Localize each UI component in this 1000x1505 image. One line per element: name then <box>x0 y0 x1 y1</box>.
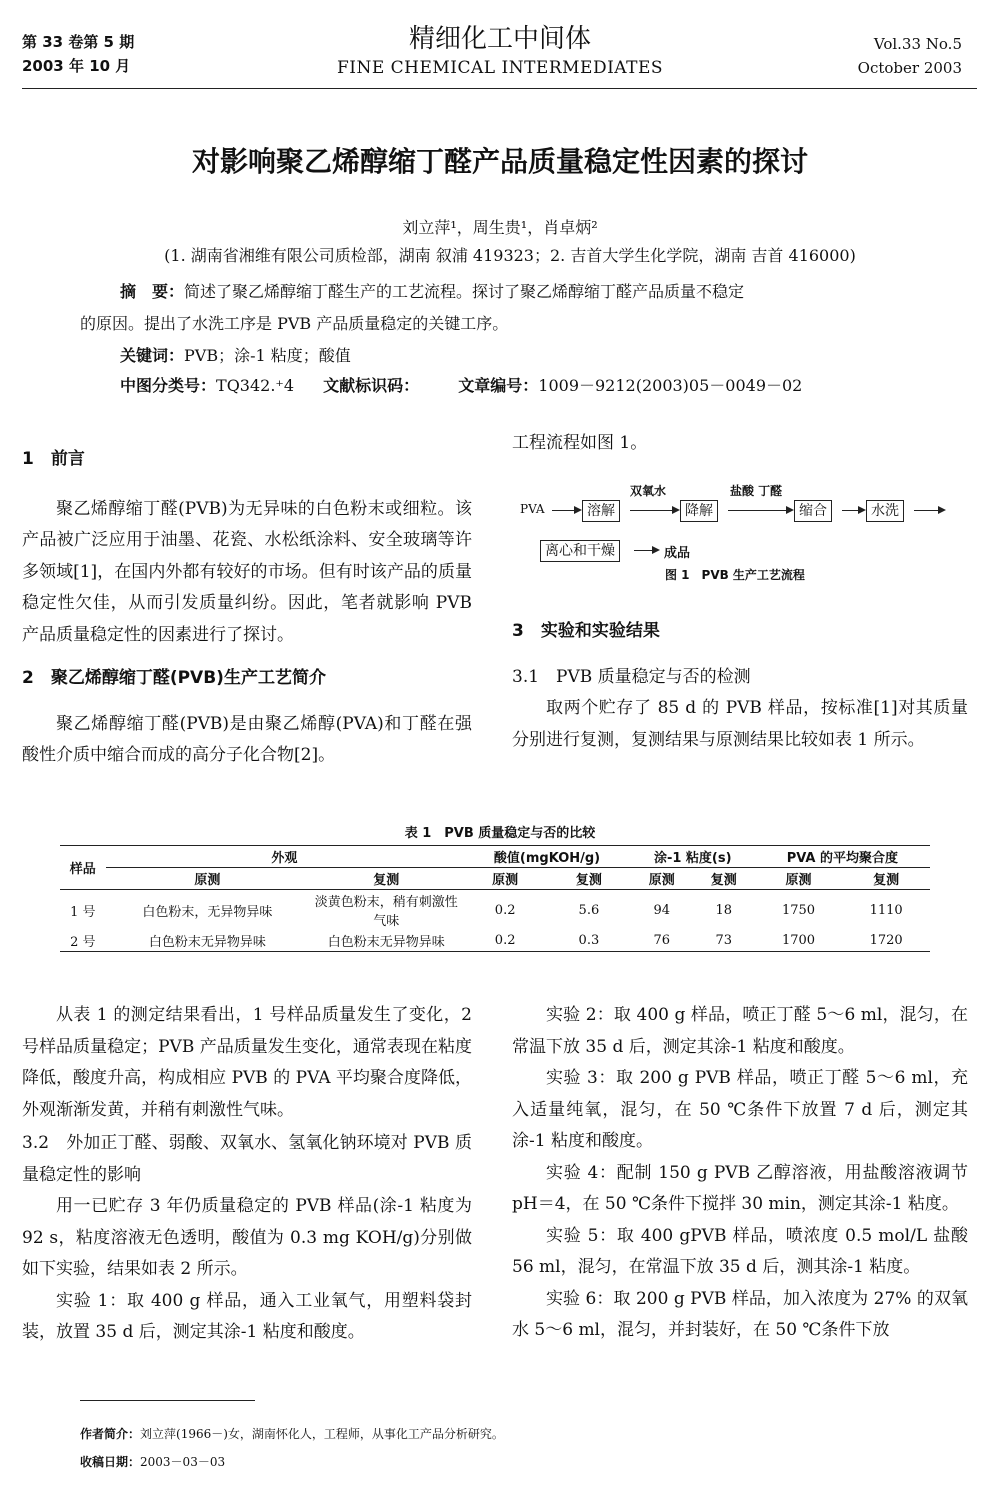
clc-label: 中图分类号： <box>120 376 217 395</box>
cell-pva-re: 1720 <box>869 933 903 948</box>
flow-intro: 工程流程如图 1。 <box>512 433 648 453</box>
right-column-section3 <box>512 616 968 756</box>
flow-box-dissolve: 溶解 <box>582 500 620 522</box>
article-number: 1009－9212(2003)05－0049－02 <box>538 376 803 395</box>
cell-sample: 1 号 <box>70 904 96 920</box>
clc-value: TQ342.⁺4 <box>216 376 295 395</box>
flow-box-centrifuge-dry: 离心和干燥 <box>540 540 620 562</box>
flow-box-wash: 水洗 <box>866 500 904 522</box>
date-cn: 2003 年 10 月 <box>22 57 131 75</box>
flow-arrow-5 <box>914 510 944 511</box>
cell-pva-orig: 1750 <box>781 902 816 918</box>
experiment-6: 实验 6：取 200 g PVB 样品，加入浓度为 27% 的双氧水 5～6 ml，混匀，并封装好，在 50 ℃条件下放 <box>512 1288 968 1340</box>
cell-sample: 2 号 <box>70 935 96 950</box>
right-column-upper <box>512 428 968 460</box>
th-viscosity: 涂-1 粘度(s) <box>631 846 755 868</box>
volume-cn: 第 33 卷第 5 期 <box>22 33 135 51</box>
cell-visc-re: 18 <box>715 902 733 918</box>
cell-acid-orig: 0.2 <box>494 902 516 918</box>
cell-pva-re: 1110 <box>869 902 903 918</box>
cell-app-re: 淡黄色粉末，稍有刺激性气味 <box>314 895 458 929</box>
affiliation: (1. 湖南省湘维有限公司质检部，湖南 叙浦 419323；2. 吉首大学生化学院，湖南 吉首 416000) <box>164 246 856 265</box>
flow-label-hcl-aldehyde: 盐酸 丁醛 <box>730 484 783 498</box>
cell-visc-re: 73 <box>715 933 733 948</box>
flow-arrow-2 <box>630 510 678 511</box>
cell-app-orig: 白色粉末无异物异味 <box>148 935 266 950</box>
keywords-value: PVB；涂-1 粘度；酸值 <box>184 346 351 365</box>
experiment-5: 实验 5：取 400 gPVB 样品，喷浓度 0.5 mol/L 盐酸 56 ml，混匀，在常温下放 35 d 后，测其涂-1 粘度。 <box>512 1225 968 1277</box>
abstract-line2: 的原因。提出了水洗工序是 PVB 产品质量稳定的关键工序。 <box>80 314 509 333</box>
keywords-label: 关键词： <box>120 346 185 365</box>
experiment-2: 实验 2：取 400 g 样品，喷正丁醛 5～6 ml，混匀，在常温下放 35 d 后，测定其涂-1 粘度和酸度。 <box>512 1005 968 1057</box>
figure-1-flowchart <box>520 480 960 590</box>
classification <box>120 370 802 402</box>
cell-acid-re: 5.6 <box>578 902 600 918</box>
th-appearance: 外观 <box>106 846 464 868</box>
th-re: 复测 <box>710 873 737 888</box>
abstract-line1: 简述了聚乙烯醇缩丁醛生产的工艺流程。探讨了聚乙烯醇缩丁醛产品质量不稳定 <box>184 282 745 301</box>
journal-name-cn: 精细化工中间体 <box>408 24 591 54</box>
received-date-label: 收稿日期： <box>80 1455 141 1469</box>
section-1-heading: 1 前言 <box>22 449 85 469</box>
article-number-label: 文章编号： <box>458 376 539 395</box>
flow-label-h2o2: 双氧水 <box>630 484 667 498</box>
abstract-label: 摘 要： <box>120 282 185 301</box>
flow-box-degrade: 降解 <box>680 500 718 522</box>
date-en: October 2003 <box>857 59 962 77</box>
section-3-heading: 3 实验和实验结果 <box>512 621 660 641</box>
section-2-heading: 2 聚乙烯醇缩丁醛(PVB)生产工艺简介 <box>22 668 326 688</box>
flow-pva: PVA <box>520 502 545 516</box>
journal-name <box>0 22 1000 80</box>
table-1-caption: 表 1 PVB 质量稳定与否的比较 <box>404 826 596 841</box>
th-re: 复测 <box>873 873 900 888</box>
paper-title: 对影响聚乙烯醇缩丁醛产品质量稳定性因素的探讨 <box>191 145 808 178</box>
right-column-lower <box>512 1000 968 1347</box>
section-2-paragraph: 聚乙烯醇缩丁醛(PVB)是由聚乙烯醇(PVA)和丁醛在强酸性介质中缩合而成的高分子化合物[2]。 <box>22 713 472 765</box>
section-3-2-paragraph: 用一已贮存 3 年仍质量稳定的 PVB 样品(涂-1 粘度为 92 s，粘度溶液无色透明，酸值为 0.3 mg KOH/g)分别做如下实验，结果如表 2 所示。 <box>22 1196 472 1279</box>
volume-en: Vol.33 No.5 <box>873 35 962 53</box>
header-volume-en <box>858 32 962 80</box>
left-column-lower <box>22 1000 472 1349</box>
experiment-1: 实验 1：取 400 g 样品，通入工业氧气，用塑料袋封装，放置 35 d 后，测定其涂-1 粘度和酸度。 <box>22 1290 472 1342</box>
cell-app-orig: 白色粉末，无异物异味 <box>142 904 273 920</box>
authors: 刘立萍¹，周生贵¹，肖卓炳² <box>402 218 598 237</box>
table-1-discussion: 从表 1 的测定结果看出，1 号样品质量发生了变化，2 号样品质量稳定；PVB 产品质量发生变化，通常表现在粘度降低，酸度升高，构成相应 PVB 的 PVA 平均聚合度降低，外观渐渐发黄，并稍有刺激性气味。 <box>22 1005 472 1120</box>
flow-arrow-4 <box>842 510 864 511</box>
table-row <box>60 930 930 952</box>
footnote-rule <box>80 1400 255 1401</box>
th-orig: 原测 <box>785 873 812 888</box>
experiment-4: 实验 4：配制 150 g PVB 乙醇溶液，用盐酸溶液调节 pH＝4，在 50 ℃条件下搅拌 30 min，测定其涂-1 粘度。 <box>512 1162 968 1214</box>
th-orig: 原测 <box>492 873 519 888</box>
th-pva-degree: PVA 的平均聚合度 <box>755 846 930 868</box>
flow-arrow-3 <box>728 510 792 511</box>
table-1 <box>60 845 930 952</box>
th-orig: 原测 <box>648 873 675 888</box>
th-orig: 原测 <box>194 873 221 888</box>
flow-arrow-6 <box>634 550 658 551</box>
flow-product: 成品 <box>664 546 691 561</box>
cell-pva-orig: 1700 <box>781 933 816 948</box>
footnote <box>80 1420 504 1476</box>
cell-visc-orig: 94 <box>653 902 671 918</box>
section-3-1-heading: 3.1 PVB 质量稳定与否的检测 <box>512 666 751 687</box>
cell-app-re: 白色粉末无异物异味 <box>327 935 445 950</box>
experiment-3: 实验 3：取 200 g PVB 样品，喷正丁醛 5～6 ml，充入适量纯氧，混匀，在 50 ℃条件下放置 7 d 后，测定其涂-1 粘度和酸度。 <box>512 1068 968 1151</box>
journal-name-en: FINE CHEMICAL INTERMEDIATES <box>336 58 664 78</box>
section-1-paragraph: 聚乙烯醇缩丁醛(PVB)为无异味的白色粉末或细粒。该产品被广泛应用于油墨、花瓷、水松纸涂料、安全玻璃等许多领域[1]，在国内外都有较好的市场。但有时该产品的质量稳定性欠佳，从而引发质量纠纷。因此，笔者就影响 PVB 产品质量稳定性的因素进行了探讨。 <box>22 498 472 645</box>
author-bio: 刘立萍(1966－)女，湖南怀化人，工程师，从事化工产品分析研究。 <box>140 1427 504 1441</box>
doc-code-label: 文献标识码： <box>323 376 420 395</box>
th-sample: 样品 <box>69 862 96 877</box>
keywords <box>120 340 351 372</box>
table-row <box>60 890 930 931</box>
cell-acid-orig: 0.2 <box>494 933 516 948</box>
header-rule <box>22 88 977 89</box>
th-re: 复测 <box>373 873 400 888</box>
left-column-upper <box>22 444 472 772</box>
figure-1-caption: 图 1 PVB 生产工艺流程 <box>665 568 805 582</box>
section-3-1-paragraph: 取两个贮存了 85 d 的 PVB 样品，按标准[1]对其质量分别进行复测，复测结果与原测结果比较如表 1 所示。 <box>512 698 968 750</box>
cell-acid-re: 0.3 <box>578 933 600 948</box>
flow-box-condense: 缩合 <box>794 500 832 522</box>
cell-visc-orig: 76 <box>653 933 671 948</box>
section-3-2-heading: 3.2 外加正丁醛、弱酸、双氧水、氢氧化钠环境对 PVB 质量稳定性的影响 <box>22 1133 472 1185</box>
author-bio-label: 作者简介： <box>80 1427 141 1441</box>
flow-arrow-1 <box>552 510 580 511</box>
received-date: 2003－03－03 <box>140 1455 226 1469</box>
abstract <box>80 276 920 340</box>
th-re: 复测 <box>575 873 602 888</box>
th-acid: 酸值(mgKOH/g) <box>463 846 631 868</box>
